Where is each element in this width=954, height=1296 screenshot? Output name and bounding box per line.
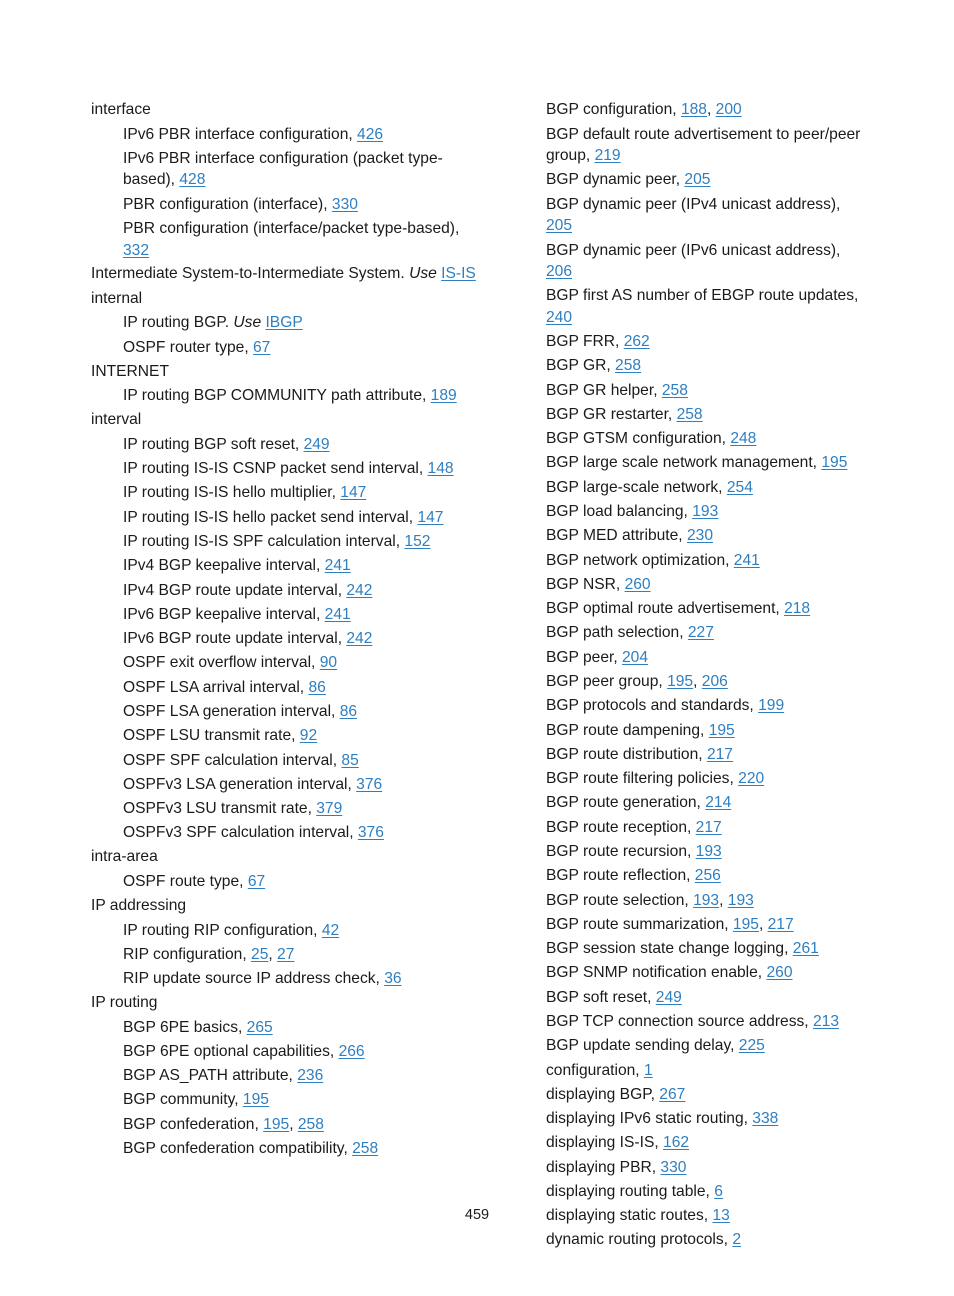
entry-text: RIP configuration, xyxy=(123,945,252,963)
index-subentry xyxy=(91,432,481,456)
entry-text: internal xyxy=(91,289,143,307)
entry-text: BGP 6PE basics, xyxy=(123,1018,247,1036)
see-also-label: Use xyxy=(233,314,262,332)
entry-text: BGP route selection, xyxy=(546,891,694,909)
entry-text: BGP update sending delay, xyxy=(546,1037,739,1055)
index-subentry xyxy=(514,354,869,378)
index-subentry: BGP route summarization, 195, 217 xyxy=(546,915,794,933)
page-ref-link[interactable]: 376 xyxy=(356,775,383,793)
index-subentry xyxy=(91,578,481,602)
index-subentry xyxy=(91,335,481,359)
page-ref-link[interactable]: 258 xyxy=(297,1115,324,1133)
entry-text: OSPF LSA arrival interval, xyxy=(123,678,309,696)
page-ref-link[interactable]: 426 xyxy=(357,125,384,143)
page-ref-link[interactable]: 265 xyxy=(246,1018,273,1036)
index-subentry: BGP configuration, 188, 200 xyxy=(546,101,742,119)
entry-text: BGP protocols and standards, xyxy=(546,697,759,715)
page-ref-link[interactable]: 36 xyxy=(384,970,402,988)
entry-text: BGP optimal route advertisement, xyxy=(546,600,785,618)
index-subentry xyxy=(91,122,481,146)
entry-text: BGP TCP connection source address, xyxy=(546,1012,813,1030)
page-ref-link[interactable]: 217 xyxy=(767,915,794,933)
page-ref-link[interactable]: 254 xyxy=(726,478,753,496)
entry-text: IP routing IS-IS hello packet send interval, xyxy=(123,508,418,526)
page-ref-link[interactable]: 67 xyxy=(253,338,271,356)
page-ref-link[interactable]: 249 xyxy=(655,988,682,1006)
index-subentry xyxy=(91,748,481,772)
index-subentry xyxy=(514,238,869,284)
entry-text: BGP AS_PATH attribute, xyxy=(123,1067,298,1085)
entry-text: OSPFv3 LSA generation interval, xyxy=(123,775,357,793)
page-ref-link[interactable]: 330 xyxy=(331,195,358,213)
page-ref-link[interactable]: 206 xyxy=(546,263,573,281)
page-ref-link[interactable]: 258 xyxy=(676,405,703,423)
index-subentry: RIP configuration, 25, 27 xyxy=(123,945,295,963)
entry-text: BGP MED attribute, xyxy=(546,527,687,545)
index-subentry xyxy=(91,1040,481,1064)
entry-text: IPv4 BGP route update interval, xyxy=(123,581,347,599)
page-ref-link[interactable]: 428 xyxy=(179,171,206,189)
entry-text: BGP peer group, xyxy=(546,673,668,691)
entry-text: BGP GR, xyxy=(546,357,616,375)
page-ref-link[interactable]: 376 xyxy=(357,824,384,842)
index-subentry xyxy=(514,168,869,192)
page-ref-link[interactable]: 195 xyxy=(667,673,694,691)
page-ref-link[interactable]: 147 xyxy=(417,508,444,526)
entry-text: BGP route distribution, xyxy=(546,745,707,763)
entry-text: BGP dynamic peer (IPv4 unicast address), xyxy=(546,195,841,213)
entry-text: IPv6 BGP route update interval, xyxy=(123,630,347,648)
entry-text: intra-area xyxy=(91,848,158,866)
entry-text: OSPF LSU transmit rate, xyxy=(123,727,300,745)
entry-text: interval xyxy=(91,411,142,429)
index-subentry xyxy=(91,918,481,942)
index-subentry xyxy=(91,1088,481,1112)
page-ref-link[interactable]: 195 xyxy=(242,1091,269,1109)
index-subentry xyxy=(514,330,869,354)
index-subentry xyxy=(91,1137,481,1161)
index-subentry xyxy=(514,427,869,451)
page-ref-link[interactable]: 189 xyxy=(430,387,457,405)
entry-text: IP routing BGP COMMUNITY path attribute, xyxy=(123,387,431,405)
page-ref-link[interactable]: 152 xyxy=(404,532,431,550)
page-ref-link[interactable]: 193 xyxy=(695,842,722,860)
entry-text: OSPF LSA generation interval, xyxy=(123,702,340,720)
index-subentry xyxy=(91,530,481,554)
entry-text: PBR configuration (interface/packet type-based), xyxy=(123,220,460,238)
page-ref-link[interactable]: 261 xyxy=(792,940,819,958)
page-ref-link[interactable]: 85 xyxy=(341,751,359,769)
entry-text: IP routing RIP configuration, xyxy=(123,921,322,939)
index-term xyxy=(91,845,481,869)
page-ref-link[interactable]: 86 xyxy=(339,702,358,720)
index-subentry xyxy=(514,767,869,791)
page-ref-link[interactable]: 379 xyxy=(316,800,343,818)
index-subentry xyxy=(514,597,869,621)
entry-text: BGP NSR, xyxy=(546,575,625,593)
entry-text: BGP route generation, xyxy=(546,794,706,812)
index-subentry xyxy=(514,864,869,888)
index-subentry xyxy=(514,1107,869,1131)
page-ref-link[interactable]: 219 xyxy=(594,147,621,165)
index-subentry xyxy=(514,378,869,402)
page-ref-link[interactable]: 13 xyxy=(712,1207,730,1225)
index-term xyxy=(91,894,481,918)
entry-text: IP routing BGP. xyxy=(123,314,234,332)
index-subentry xyxy=(91,1015,481,1039)
entry-text: BGP dynamic peer (IPv6 unicast address), xyxy=(546,241,841,259)
index-term xyxy=(91,287,481,311)
page-ref-link[interactable]: 236 xyxy=(297,1067,324,1085)
index-subentry xyxy=(91,147,481,193)
entry-text: BGP soft reset, xyxy=(546,988,656,1006)
index-subentry xyxy=(514,1082,869,1106)
entry-text: IPv6 PBR interface configuration, xyxy=(123,125,358,143)
entry-text: OSPF route type, xyxy=(123,872,248,890)
entry-text: BGP default route advertisement to peer/peer group, xyxy=(546,125,861,165)
entry-text: OSPFv3 SPF calculation interval, xyxy=(123,824,358,842)
page-ref-link[interactable]: 162 xyxy=(663,1134,690,1152)
page-ref-link[interactable]: 200 xyxy=(715,101,742,119)
entry-text: displaying routing table, xyxy=(546,1182,715,1200)
page-ref-link[interactable]: 258 xyxy=(615,357,642,375)
entry-text: BGP large-scale network, xyxy=(546,478,727,496)
page-ref-link[interactable]: 217 xyxy=(695,818,722,836)
index-subentry xyxy=(91,772,481,796)
index-subentry xyxy=(91,481,481,505)
entry-text: IP routing BGP soft reset, xyxy=(123,435,304,453)
page-ref-link[interactable]: 260 xyxy=(766,964,793,982)
index-subentry xyxy=(514,961,869,985)
index-subentry xyxy=(514,840,869,864)
entry-text: displaying IPv6 static routing, xyxy=(546,1110,753,1128)
entry-text: OSPFv3 LSU transmit rate, xyxy=(123,800,317,818)
page-ref-link[interactable]: 258 xyxy=(352,1140,379,1158)
page-ref-link[interactable]: 227 xyxy=(687,624,714,642)
page-ref-link[interactable]: 206 xyxy=(701,673,728,691)
entry-text: BGP route recursion, xyxy=(546,842,696,860)
index-subentry xyxy=(91,821,481,845)
page-ref-link[interactable]: 67 xyxy=(247,872,266,890)
page-ref-link[interactable]: 241 xyxy=(324,605,351,623)
index-column-left xyxy=(91,98,481,1161)
index-subentry xyxy=(91,675,481,699)
entry-text: BGP SNMP notification enable, xyxy=(546,964,767,982)
entry-text: BGP load balancing, xyxy=(546,503,693,521)
entry-text: BGP configuration, xyxy=(546,101,681,119)
entry-text: displaying PBR, xyxy=(546,1158,661,1176)
entry-text: BGP peer, xyxy=(546,648,622,666)
index-subentry xyxy=(91,311,481,335)
page-ref-link[interactable]: 338 xyxy=(752,1110,779,1128)
entry-text: BGP first AS number of EBGP route updates, xyxy=(546,287,859,305)
index-subentry xyxy=(91,651,481,675)
page-ref-link[interactable]: 266 xyxy=(338,1042,365,1060)
page-ref-link[interactable]: 90 xyxy=(319,654,338,672)
entry-text: interface xyxy=(91,101,151,118)
index-subentry xyxy=(514,621,869,645)
page-number: 459 xyxy=(464,1207,490,1223)
index-subentry xyxy=(91,602,481,626)
entry-text: IP routing IS-IS CSNP packet send interval, xyxy=(123,460,428,478)
page-ref-link[interactable]: 92 xyxy=(299,727,318,745)
index-term xyxy=(91,408,481,432)
index-subentry xyxy=(91,505,481,529)
entry-text: BGP GR restarter, xyxy=(546,405,677,423)
entry-text: BGP GR helper, xyxy=(546,381,662,399)
index-subentry: BGP route selection, 193, 193 xyxy=(546,891,754,909)
entry-text: BGP FRR, xyxy=(546,333,624,351)
entry-text: OSPF SPF calculation interval, xyxy=(123,751,342,769)
index-subentry xyxy=(514,524,869,548)
page-ref-link[interactable]: 213 xyxy=(812,1012,840,1030)
index-subentry xyxy=(514,718,869,742)
index-subentry xyxy=(91,700,481,724)
entry-text: BGP route summarization, xyxy=(546,915,733,933)
index-subentry xyxy=(514,451,869,475)
index-subentry xyxy=(91,192,481,216)
index-subentry xyxy=(91,627,481,651)
entry-text: BGP session state change logging, xyxy=(546,940,793,958)
page-ref-link[interactable]: 148 xyxy=(427,460,454,478)
page-ref-link[interactable]: 220 xyxy=(738,770,765,788)
entry-text: BGP 6PE optional capabilities, xyxy=(123,1042,339,1060)
index-column-right xyxy=(514,98,869,1252)
entry-text: BGP route dampening, xyxy=(546,721,709,739)
entry-text: BGP network optimization, xyxy=(546,551,734,569)
page-ref-link[interactable]: 195 xyxy=(821,454,848,472)
index-subentry xyxy=(514,548,869,572)
page-ref-link[interactable]: 27 xyxy=(277,945,295,963)
page-ref-link[interactable]: IBGP xyxy=(265,314,303,332)
entry-text: IPv6 PBR interface configuration (packet type-based), xyxy=(123,149,443,189)
index-subentry xyxy=(514,475,869,499)
entry-text: IPv4 BGP keepalive interval, xyxy=(123,557,325,575)
page-ref-link[interactable]: 195 xyxy=(708,721,735,739)
see-also-label: Use xyxy=(409,265,437,283)
page-ref-link[interactable]: 25 xyxy=(251,945,269,963)
index-subentry xyxy=(514,645,869,669)
index-subentry: BGP peer group, 195, 206 xyxy=(546,673,728,691)
index-subentry xyxy=(91,797,481,821)
page-ref-link[interactable]: 214 xyxy=(705,794,732,812)
page-ref-link[interactable]: 204 xyxy=(622,648,649,666)
page-ref-link[interactable]: 6 xyxy=(714,1182,723,1200)
index-subentry xyxy=(91,457,481,481)
index-subentry xyxy=(91,967,481,991)
entry-text: configuration, xyxy=(546,1061,644,1079)
page-ref-link[interactable]: 193 xyxy=(692,503,719,521)
page-ref-link[interactable]: 262 xyxy=(623,333,650,351)
entry-text: PBR configuration (interface), xyxy=(123,195,332,213)
index-term xyxy=(91,98,481,122)
page-ref-link[interactable]: IS-IS xyxy=(441,265,476,283)
index-subentry xyxy=(514,791,869,815)
page-ref-link[interactable]: 195 xyxy=(732,915,759,933)
page-ref-link[interactable]: 199 xyxy=(758,697,785,715)
index-subentry xyxy=(514,1228,869,1252)
index-subentry xyxy=(514,1010,869,1034)
index-subentry xyxy=(514,937,869,961)
index-subentry xyxy=(91,870,481,894)
index-subentry xyxy=(91,724,481,748)
index-subentry xyxy=(514,573,869,597)
page-ref-link[interactable]: 267 xyxy=(659,1085,686,1103)
entry-text: BGP route filtering policies, xyxy=(546,770,739,788)
index-subentry xyxy=(514,1058,869,1082)
index-subentry: BGP confederation, 195, 258 xyxy=(123,1115,324,1133)
entry-text: IP routing IS-IS SPF calculation interval, xyxy=(123,532,405,550)
entry-text: BGP confederation, xyxy=(123,1115,264,1133)
page-ref-link[interactable]: 217 xyxy=(706,745,733,763)
entry-text: BGP route reception, xyxy=(546,818,696,836)
entry-text: OSPF router type, xyxy=(123,338,253,356)
entry-text: BGP route reflection, xyxy=(546,867,695,885)
index-subentry xyxy=(514,742,869,766)
index-subentry xyxy=(514,1034,869,1058)
entry-text: RIP update source IP address check, xyxy=(123,970,385,988)
entry-text: IP routing IS-IS hello multiplier, xyxy=(123,484,341,502)
page-ref-link[interactable]: 205 xyxy=(684,171,711,189)
index-subentry xyxy=(514,500,869,524)
entry-text: INTERNET xyxy=(91,362,169,380)
entry-text: BGP GTSM configuration, xyxy=(546,430,731,448)
page-ref-link[interactable]: 193 xyxy=(727,891,754,909)
entry-text: Intermediate System-to-Intermediate System. xyxy=(91,265,410,283)
entry-text: BGP path selection, xyxy=(546,624,688,642)
entry-text: BGP community, xyxy=(123,1091,243,1109)
page-ref-link[interactable]: 242 xyxy=(346,581,373,599)
entry-text: BGP large scale network management, xyxy=(546,454,822,472)
page-ref-link[interactable]: 1 xyxy=(643,1061,653,1079)
index-subentry xyxy=(514,403,869,427)
index-subentry xyxy=(91,1064,481,1088)
index-subentry xyxy=(514,284,869,330)
entry-text: BGP confederation compatibility, xyxy=(123,1140,353,1158)
entry-text: displaying BGP, xyxy=(546,1085,660,1103)
index-subentry xyxy=(91,384,481,408)
index-subentry xyxy=(91,554,481,578)
page-ref-link[interactable]: 42 xyxy=(321,921,340,939)
page-ref-link[interactable]: 230 xyxy=(686,527,714,545)
page-ref-link[interactable]: 2 xyxy=(732,1231,742,1249)
entry-text: IP routing xyxy=(91,993,158,1011)
index-term xyxy=(91,991,481,1015)
page-ref-link[interactable]: 332 xyxy=(123,241,150,259)
entry-text: IP addressing xyxy=(91,896,187,914)
page-ref-link[interactable]: 258 xyxy=(661,381,688,399)
page-ref-link[interactable]: 249 xyxy=(303,435,330,453)
entry-text: displaying static routes, xyxy=(546,1207,713,1225)
index-subentry xyxy=(514,694,869,718)
page-ref-link[interactable]: 225 xyxy=(738,1037,765,1055)
page-ref-link[interactable]: 86 xyxy=(308,678,326,696)
index-subentry xyxy=(514,815,869,839)
index-term xyxy=(91,262,481,286)
page-ref-link[interactable]: 241 xyxy=(324,557,351,575)
entry-text: OSPF exit overflow interval, xyxy=(123,654,320,672)
index-subentry xyxy=(514,1155,869,1179)
index-subentry xyxy=(514,985,869,1009)
page-ref-link[interactable]: 195 xyxy=(263,1115,290,1133)
page-ref-link[interactable]: 260 xyxy=(624,575,651,593)
index-subentry xyxy=(514,122,869,168)
page-ref-link[interactable]: 188 xyxy=(680,101,707,119)
index-subentry xyxy=(514,192,869,238)
page-ref-link[interactable]: 241 xyxy=(733,551,760,569)
page-ref-link[interactable]: 240 xyxy=(546,308,573,326)
page-ref-link[interactable]: 256 xyxy=(694,867,721,885)
page-ref-link[interactable]: 205 xyxy=(546,217,573,235)
page-ref-link[interactable]: 242 xyxy=(346,630,373,648)
page-ref-link[interactable]: 218 xyxy=(784,600,811,618)
index-subentry xyxy=(514,1180,869,1204)
entry-text: dynamic routing protocols, xyxy=(546,1231,733,1249)
index-subentry xyxy=(91,217,481,263)
entry-text: BGP dynamic peer, xyxy=(546,171,685,189)
page-ref-link[interactable]: 330 xyxy=(660,1158,687,1176)
page-ref-link[interactable]: 147 xyxy=(340,484,367,502)
page-ref-link[interactable]: 193 xyxy=(693,891,720,909)
entry-text: IPv6 BGP keepalive interval, xyxy=(123,605,325,623)
page-ref-link[interactable]: 248 xyxy=(730,430,757,448)
index-subentry xyxy=(514,1131,869,1155)
entry-text: displaying IS-IS, xyxy=(546,1134,664,1152)
index-term xyxy=(91,360,481,384)
